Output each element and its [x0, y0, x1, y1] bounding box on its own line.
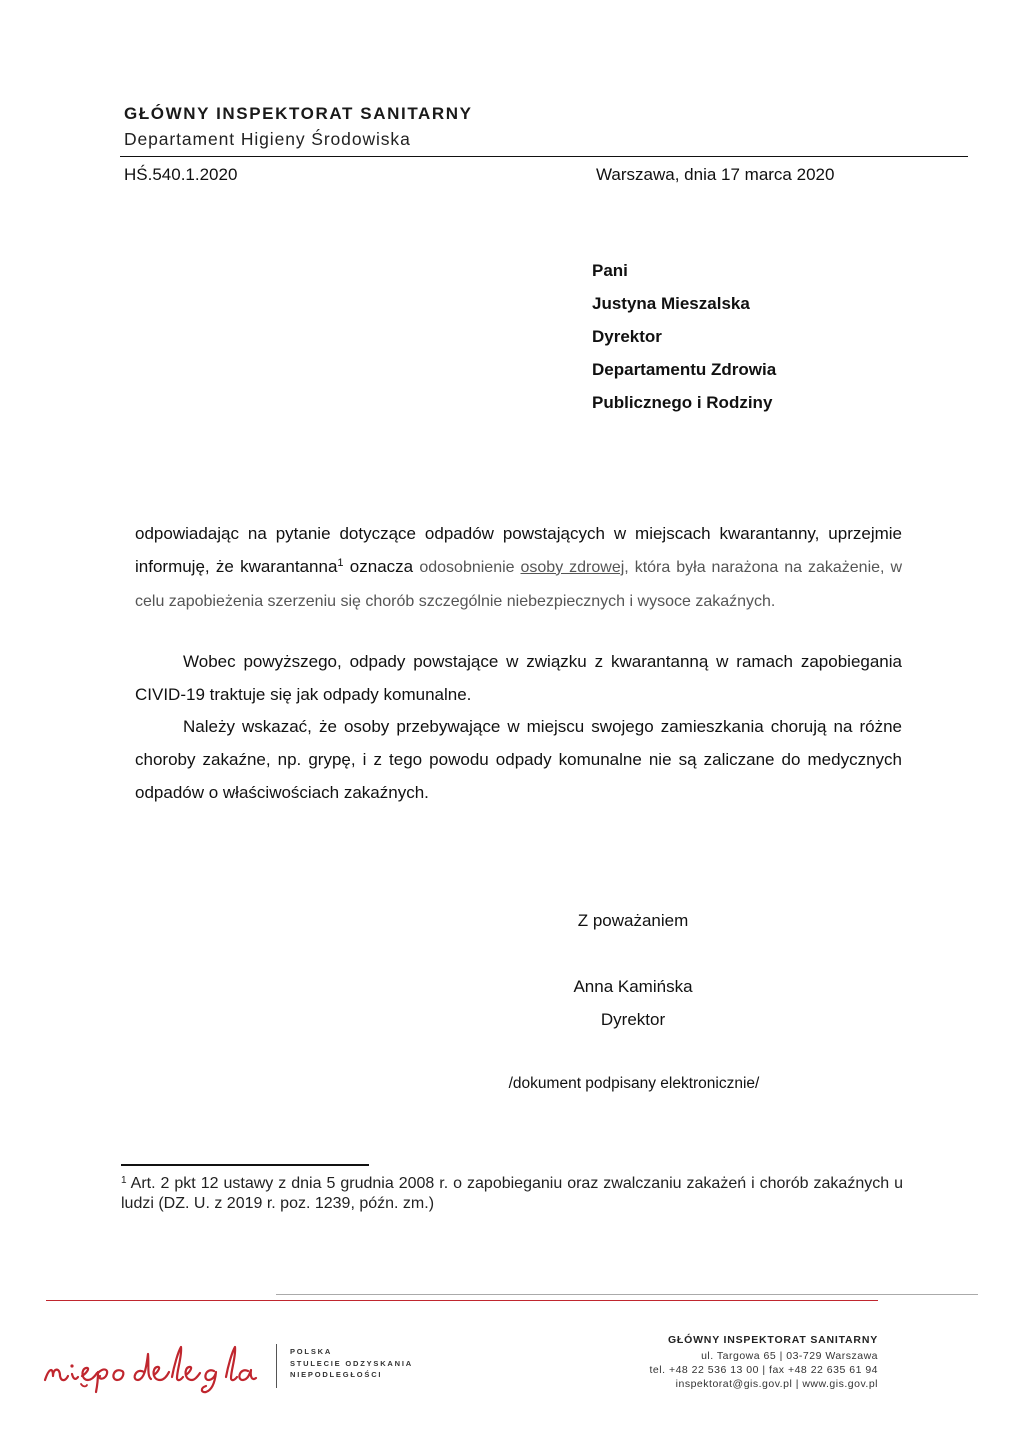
body-paragraph-1: odpowiadając na pytanie dotyczące odpadów powstających w miejscach kwarantanny, uprzejmie informuję, że kwarantanna$^1$ oznacza odosobnienie osoby zdrowej, która była narażona na zakażenie, w celu zapobieżenia szerzeniu się chorób szczególnie niebezpiecznych i wysoce zakaźnych. [135, 524, 902, 610]
addressee-line: Justyna Mieszalska [592, 294, 750, 313]
reference-number: HŚ.540.1.2020 [124, 165, 238, 184]
footer-contact: inspektorat@gis.gov.pl | www.gis.gov.pl [675, 1378, 878, 1390]
addressee-line: Pani [592, 261, 628, 280]
body-paragraph-3: Należy wskazać, że osoby przebywające w miejscu swojego zamieszkania chorują na różne choroby zakaźne, np. grypę, i z tego powodu odpady komunalne nie są zaliczane do medycznych odpadów o właściwościach zakaźnych. [135, 717, 902, 802]
jubilee-text: POLSKA STULECIE ODZYSKANIA NIEPODLEGŁOŚCI [290, 1347, 413, 1379]
footer-logo-divider [276, 1344, 277, 1388]
electronic-signature-note: /dokument podpisany elektronicznie/ [508, 1075, 760, 1092]
niepodlegla-signature-icon [40, 1330, 262, 1394]
footer-red-rule [46, 1300, 878, 1301]
addressee-line: Dyrektor [592, 327, 662, 346]
body-paragraph-2: Wobec powyższego, odpady powstające w związku z kwarantanną w ramach zapobiegania CIVID-19 traktuje się jak odpady komunalne. [135, 652, 902, 704]
header-divider [120, 156, 968, 157]
addressee-line: Departamentu Zdrowia [592, 360, 777, 379]
niepodlegla-logo [40, 1330, 262, 1399]
footer-phone: tel. +48 22 536 13 00 | fax +48 22 635 61 94 [649, 1364, 878, 1376]
letter-date: Warszawa, dnia 17 marca 2020 [596, 165, 835, 184]
footer-gray-rule [276, 1294, 978, 1295]
footnote: $^1$ Art. 2 pkt 12 ustawy z dnia 5 grudnia 2008 r. o zapobieganiu oraz zwalczaniu zakażeń i chorób zakaźnych u ludzi (DZ. U. z 2019 r. poz. 1239, późn. zm.) [121, 1175, 903, 1212]
footnote-ref: 1 [337, 556, 344, 569]
footer-address: ul. Targowa 65 | 03-729 Warszawa [701, 1350, 878, 1362]
footnote-divider [121, 1164, 369, 1166]
addressee-line: Publicznego i Rodziny [592, 393, 773, 412]
signatory-name: Anna Kamińska [573, 977, 693, 996]
signatory-role: Dyrektor [600, 1010, 666, 1029]
header-department: Departament Higieny Środowiska [124, 129, 411, 149]
footer-org-name: GŁÓWNY INSPEKTORAT SANITARNY [667, 1334, 878, 1346]
header-org-name: GŁÓWNY INSPEKTORAT SANITARNY [124, 104, 473, 123]
underlined-term: osoby zdrowej [520, 558, 625, 576]
closing-regards: Z poważaniem [577, 911, 689, 930]
